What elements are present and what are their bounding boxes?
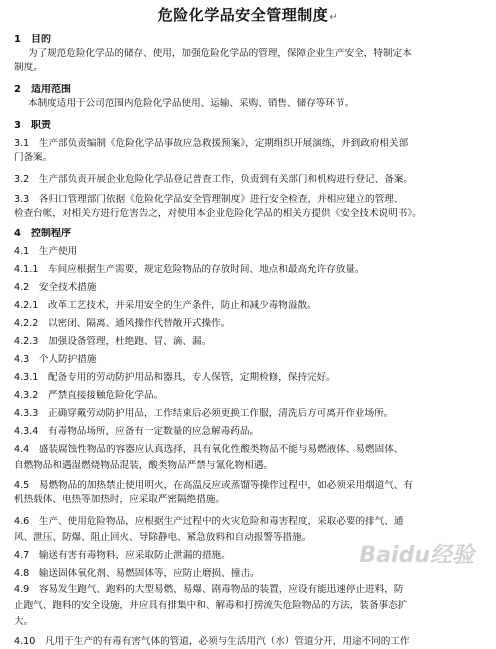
body-line: 4.7 输送有害有毒物料，应采取防止泄漏的措施。 (14, 550, 231, 561)
paragraph-mark-icon: ↵ (329, 12, 339, 23)
body-line: 4.8 输送固体氧化剂、易燃固体等，应防止磨损、撞击。 (14, 568, 260, 579)
section-heading-duties: 3 职责 (14, 120, 51, 131)
body-line: 4.3.3 正确穿戴劳动防护用品，工作结束后必须更换工作服，清洗后方可离开作业场所。 (14, 408, 394, 419)
body-line: 制度。 (14, 62, 43, 73)
body-line: 4.9 容易发生跑气、跑料的大型易燃、易爆、剧毒物品的装置，应设有能迅速停止进料，防 (14, 584, 404, 595)
body-line: 4.3.1 配备专用的劳动防护用品和器具，专人保管，定期检修，保持完好。 (14, 372, 336, 383)
title-text: 危险化学品安全管理制度 (157, 6, 329, 24)
body-line: 4.10 凡用于生产的有毒有害气体的管道，必须与生活用汽（水）管道分开，用途不同的工作 (14, 636, 410, 647)
body-line: 4.2.3 加强设备管理，杜绝跑、冒、滴、漏。 (14, 336, 212, 347)
body-line: 本制度适用于公司范围内危险化学品使用、运输、采购、销售、储存等环节。 (28, 98, 355, 109)
body-line: 4.5 易燃物品的加热禁止使用明火，在高温反应或蒸馏等操作过程中，如必须采用烟道气、有 (14, 480, 414, 491)
body-line: 3.3 各归口管理部门依据《危险化学品安全管理制度》进行安全检查，并相应建立的管理、 (14, 194, 404, 205)
body-line: 止跑气、跑料的安全设施，并应具有排集中和、解毒和打捞流失危险物品的方法，装备事态扩 (14, 600, 408, 611)
body-line: 4.3.4 有毒物品场所，应备有一定数量的应急解毒药品。 (14, 426, 260, 437)
section-heading-procedure: 4 控制程序 (14, 228, 71, 239)
body-line: 4.3 个人防护措施 (14, 354, 97, 365)
body-line: 4.3.2 严禁直接接触危险化学品。 (14, 390, 164, 401)
body-line: 门备案。 (14, 152, 53, 163)
body-line: 3.2 生产部负责开展企业危险化学品登记普查工作，负责到有关部门和机构进行登记、备案。 (14, 174, 414, 185)
body-line: 4.6 生产、使用危险物品，应根据生产过程中的火灾危险和毒害程度，采取必要的排气、通 (14, 516, 404, 527)
body-line: 大。 (14, 616, 34, 627)
document-title (0, 4, 496, 25)
body-line: 3.1 生产部负责编制《危险化学品事故应急救援预案》，定期组织开展演练，并到政府相关部 (14, 138, 409, 149)
body-line: 4.1.1 车间应根据生产需要，规定危险物品的存放时间、地点和最高允许存放量。 (14, 264, 365, 275)
body-line: 风、泄压、防爆、阻止回火、导除静电、紧急放料和自动报警等措施。 (14, 532, 312, 543)
body-line: 为了规范危险化学品的储存、使用，加强危险化学品的管理，保障企业生产安全，特制定本 (28, 48, 412, 59)
watermark: Baidu经验 (359, 543, 474, 568)
body-line: 4.1 生产使用 (14, 246, 78, 257)
body-line: 自燃物品和遇湿燃烧物品混装，酸类物品严禁与氰化物相遇。 (14, 460, 274, 471)
section-heading-scope: 2 适用范围 (14, 84, 71, 95)
body-line: 4.2.1 改革工艺技术，并采用安全的生产条件，防止和减少毒物溢散。 (14, 300, 317, 311)
body-line: 4.2 安全技术措施 (14, 282, 97, 293)
body-line: 检查台帐，对相关方进行危害告之，对使用本企业危险化学品的相关方提供《安全技术说明书》。 (14, 208, 422, 219)
body-line: 4.4 盛装腐蚀性物品的容器应认真选择，具有氧化性酸类物品不能与易燃液体、易燃固体、 (14, 444, 404, 455)
body-line: 4.2.2 以密闭、隔离、通风操作代替敞开式操作。 (14, 318, 231, 329)
section-heading-purpose: 1 目的 (14, 34, 51, 45)
body-line: 机热载体、电热等加热时，应采取严密隔绝措施。 (14, 494, 226, 505)
